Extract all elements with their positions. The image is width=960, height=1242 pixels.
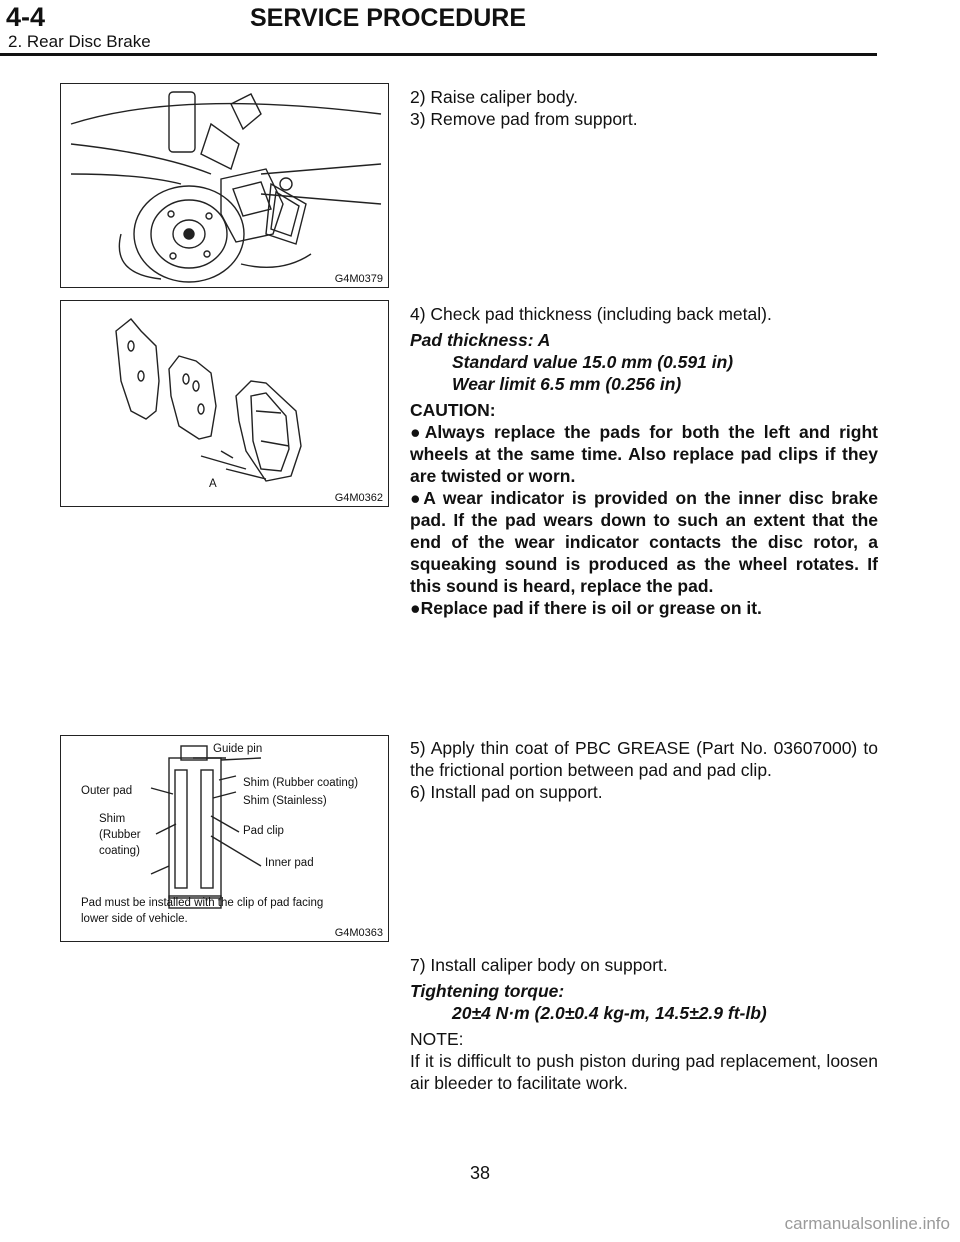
dimension-label: A <box>209 478 217 490</box>
figure-id: G4M0379 <box>334 273 383 285</box>
steps-check-pad <box>410 303 878 619</box>
pad-installation-illustration <box>61 736 390 943</box>
spec-standard: Standard value 15.0 mm (0.591 in) <box>452 352 734 372</box>
bullet-icon: ● <box>410 598 421 618</box>
caution-text: Always replace the pads for both the left and right wheels at the same time. Also replace pad clips if they are twisted or worn. <box>410 422 878 486</box>
steps-remove-pad <box>410 86 878 130</box>
spec-limit: Wear limit 6.5 mm (0.256 in) <box>452 374 682 394</box>
step-3: 3) Remove pad from support. <box>410 109 638 129</box>
section-code: 4-4 <box>6 2 46 32</box>
figure-pad-installation <box>60 735 389 942</box>
step-6: 6) Install pad on support. <box>410 782 603 802</box>
figure-caliper-raised <box>60 83 389 288</box>
figure-id: G4M0363 <box>334 927 383 939</box>
steps-install-caliper <box>410 954 878 1094</box>
step-5: 5) Apply thin coat of PBC GREASE (Part No. 03607000) to the frictional portion between pad and pad clip. <box>410 738 878 780</box>
callout-guide-pin: Guide pin <box>213 743 263 755</box>
caution-item <box>410 487 878 597</box>
note-heading: NOTE: <box>410 1029 464 1049</box>
pad-thickness-illustration <box>61 301 390 508</box>
caution-heading: CAUTION: <box>410 400 496 420</box>
callout-shim-stainless: Shim (Stainless) <box>243 795 327 807</box>
subsection-title: 2. Rear Disc Brake <box>8 32 151 51</box>
callout-install-note: Pad must be installed with the clip of pad facing <box>81 897 324 909</box>
caution-text: Replace pad if there is oil or grease on it. <box>420 598 762 618</box>
step-4: 4) Check pad thickness (including back metal). <box>410 304 772 324</box>
callout-shim-rubber-coating: Shim (Rubber coating) <box>243 777 359 789</box>
bullet-icon: ● <box>410 488 424 508</box>
section-title: SERVICE PROCEDURE <box>250 4 526 32</box>
figure-id: G4M0362 <box>334 492 383 504</box>
callout-inner-pad: Inner pad <box>265 857 314 869</box>
watermark: carmanualsonline.info <box>784 1214 950 1233</box>
caution-item <box>410 597 878 619</box>
header-rule <box>0 53 877 56</box>
bullet-icon: ● <box>410 422 425 442</box>
callout-pad-clip: Pad clip <box>243 825 284 837</box>
callout-shim-left: (Rubber <box>99 829 141 841</box>
caution-item <box>410 421 878 487</box>
callout-install-note: lower side of vehicle. <box>81 913 188 925</box>
steps-install-pad <box>410 737 878 803</box>
step-7: 7) Install caliper body on support. <box>410 955 668 975</box>
torque-heading: Tightening torque: <box>410 981 565 1001</box>
caliper-illustration <box>61 84 390 289</box>
spec-heading: Pad thickness: A <box>410 330 551 350</box>
note-text: If it is difficult to push piston during pad replacement, loosen air bleeder to facilitate work. <box>410 1051 878 1093</box>
callout-outer-pad: Outer pad <box>81 785 133 797</box>
page-number: 38 <box>469 1163 491 1183</box>
figure-pad-thickness <box>60 300 389 507</box>
callout-shim-left: Shim <box>99 813 126 825</box>
step-2: 2) Raise caliper body. <box>410 87 578 107</box>
caution-text: A wear indicator is provided on the inner disc brake pad. If the pad wears down to such an extent that the end of the wear indicator contacts the disc rotor, a squeaking sound is produced as the wheel rotates. If this sound is heard, replace the pad. <box>410 488 878 596</box>
callout-shim-left: coating) <box>99 845 140 857</box>
torque-value: 20±4 N·m (2.0±0.4 kg-m, 14.5±2.9 ft-lb) <box>452 1003 767 1023</box>
